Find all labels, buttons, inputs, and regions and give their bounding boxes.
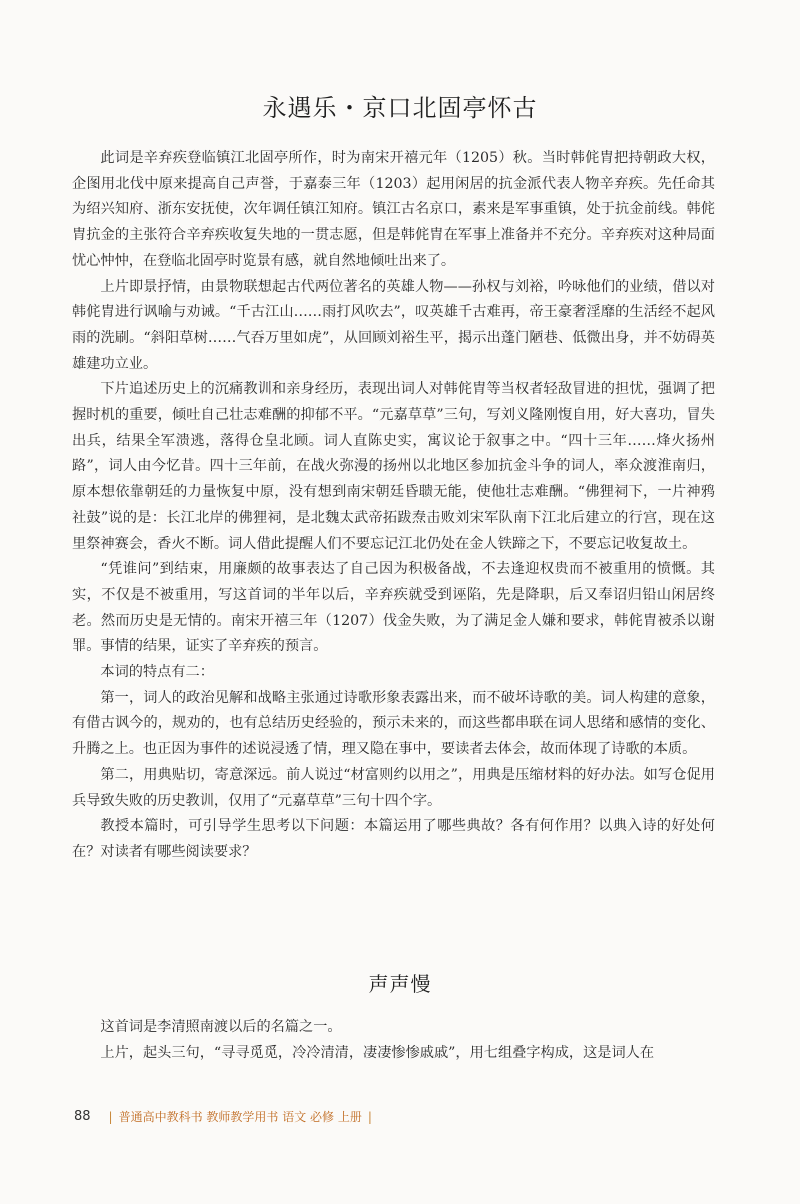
paragraph: 第一，词人的政治见解和战略主张通过诗歌形象表露出来，而不破坏诗歌的美。词人构建的意象，有借古讽今的，规劝的，也有总结历史经验的，预示未来的，而这些都串联在词人思绪和感情的变化、升腾之上。也正因为事件的述说浸透了情，理又隐在事中，要读者去体会，故而体现了诗歌的本质。	[72, 689, 715, 758]
section-title-shengshengman: 声声慢	[368, 972, 432, 996]
paragraph: “凭谁问”到结束，用廉颇的故事表达了自己因为积极备战，不去逢迎权贵而不被重用的愤慨。其实，不仅是不被重用，写这首词的半年以后，辛弃疾就受到诬陷，先是降职，后又奉诏归铅山闲居终老。然而历史是无情的。南宋开禧三年（1207）伐金失败，为了满足金人嫌和要求，韩侂胄被杀以谢罪。事情的结果，证实了辛弃疾的预言。	[72, 561, 715, 655]
section-body-shengshengman	[72, 1015, 715, 1066]
paragraph: 教授本篇时，可引导学生思考以下问题：本篇运用了哪些典故？各有何作用？以典入诗的好处何在？对读者有哪些阅读要求？	[72, 818, 715, 860]
book-title: 普通高中教科书 教师教学用书 语文 必修 上册	[118, 1110, 362, 1124]
footer-separator-end: |	[367, 1109, 372, 1124]
paragraph: 本词的特点有二：	[100, 664, 214, 681]
footer-separator: |	[108, 1109, 113, 1124]
page-edge-mark	[703, 402, 710, 416]
paragraph: 上片即景抒情，由景物联想起古代两位著名的英雄人物——孙权与刘裕，吟咏他们的业绩，借以对韩侂胄进行讽喻与劝诫。“千古江山……雨打风吹去”，叹英雄千古难再，帝王豪奢淫靡的生活经不起风雨的洗刷。“斜阳草树……气吞万里如虎”，从回顾刘裕生平，揭示出蓬门陋巷、低微出身，并不妨碍英雄建功立业。	[72, 278, 715, 372]
section-body-yongyule	[72, 146, 715, 866]
paragraph: 第二，用典贴切，寄意深远。前人说过“材富则约以用之”，用典是压缩材料的好办法。如写仓促用兵导致失败的历史教训，仅用了“元嘉草草”三句十四个字。	[72, 766, 715, 809]
page-footer	[74, 1108, 378, 1125]
paragraph: 下片追述历史上的沉痛教训和亲身经历，表现出词人对韩侂胄等当权者轻敌冒进的担忧，强调了把握时机的重要，倾吐自己壮志难酬的抑郁不平。“元嘉草草”三句，写刘义隆刚愎自用，好大喜功，冒失出兵，结果全军溃逃，落得仓皇北顾。词人直陈史实，寓议论于叙事之中。“四十三年……烽火扬州路”，词人由今忆昔。四十三年前，在战火弥漫的扬州以北地区参加抗金斗争的词人，率众渡淮南归，原本想依靠朝廷的力量恢复中原，没有想到南宋朝廷昏聩无能，使他壮志难酬。“佛狸祠下，一片神鸦社鼓”说的是：长江北岸的佛狸祠，是北魏太武帝拓跋焘击败刘宋军队南下江北后建立的行宫，现在这里祭神赛会，香火不断。词人借此提醒人们不要忘记江北仍处在金人铁蹄之下，不要忘记收复故土。	[72, 381, 715, 552]
paragraph: 此词是辛弃疾登临镇江北固亭所作，时为南宋开禧元年（1205）秋。当时韩侂胄把持朝政大权，企图用北伐中原来提高自己声誉，于嘉泰三年（1203）起用闲居的抗金派代表人物辛弃疾。先任命其为绍兴知府、浙东安抚使，次年调任镇江知府。镇江古名京口，素来是军事重镇，处于抗金前线。韩侂胄抗金的主张符合辛弃疾收复失地的一贯志愿，但是韩侂胄在军事上准备并不充分。辛弃疾对这种局面忧心忡忡，在登临北固亭时览景有感，就自然地倾吐出来了。	[72, 150, 715, 269]
section-title-yongyule: 永遇乐・京口北固亭怀古	[262, 94, 538, 122]
paragraph: 这首词是李清照南渡以后的名篇之一。	[100, 1019, 342, 1035]
paragraph: 上片，起头三句，“寻寻觅觅，冷冷清清，凄凄惨惨戚戚”，用七组叠字构成，这是词人在	[100, 1044, 655, 1061]
page-number: 88	[74, 1109, 91, 1124]
